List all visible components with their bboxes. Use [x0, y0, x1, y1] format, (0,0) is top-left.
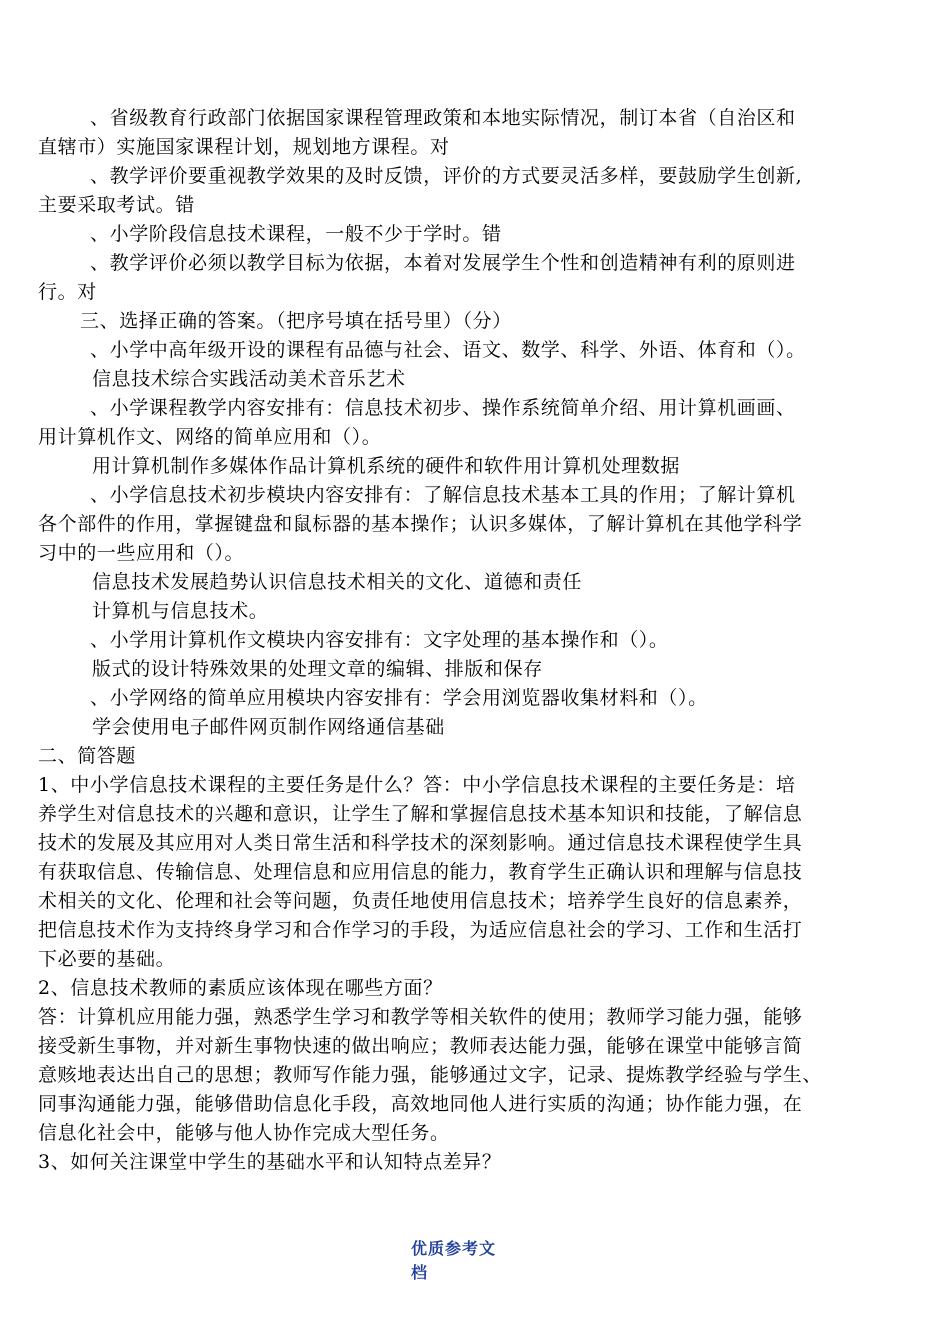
text-line: 、小学信息技术初步模块内容安排有：了解信息技术基本工具的作用；了解计算机 [90, 484, 796, 506]
text-line: 习中的一些应用和（）。 [38, 542, 245, 564]
text-line: 下必要的基础。 [38, 948, 176, 970]
text-line: 技术的发展及其应用对人类日常生活和科学技术的深刻影响。通过信息技术课程使学生具 [38, 832, 803, 854]
section-heading: 二、简答题 [38, 745, 137, 767]
text-line: 行。对 [38, 281, 97, 303]
text-line: 意赅地表达出自己的思想；教师写作能力强，能够通过文字，记录、提炼教学经验与学生、 [38, 1064, 823, 1086]
text-line: 接受新生事物，并对新生事物快速的做出响应；教师表达能力强，能够在课堂中能够言简 [38, 1035, 803, 1057]
text-line: 1、中小学信息技术课程的主要任务是什么？答：中小学信息技术课程的主要任务是：培 [38, 774, 796, 796]
answer-options: 计算机与信息技术。 [92, 600, 269, 622]
text-line: 直辖市）实施国家课程计划，规划地方课程。对 [38, 136, 450, 158]
answer-options: 用计算机制作多媒体作品计算机系统的硬件和软件用计算机处理数据 [92, 455, 681, 477]
text-line: 、教学评价必须以教学目标为依据，本着对发展学生个性和创造精神有利的原则进 [90, 252, 796, 274]
text-line: 各个部件的作用，掌握键盘和鼠标器的基本操作；认识多媒体，了解计算机在其他学科学 [38, 513, 803, 535]
text-line: 、省级教育行政部门依据国家课程管理政策和本地实际情况，制订本省（自治区和 [90, 107, 796, 129]
section-heading: 三、选择正确的答案。（把序号填在括号里）（分） [80, 310, 512, 332]
answer-options: 信息技术综合实践活动美术音乐艺术 [92, 368, 406, 390]
footer-label-line1: 优质参考文 [411, 1239, 497, 1258]
text-line: 有获取信息、传输信息、处理信息和应用信息的能力，教育学生正确认识和理解与信息技 [38, 861, 803, 883]
text-line: 同事沟通能力强，能够借助信息化手段，高效地同他人进行实质的沟通；协作能力强，在 [38, 1093, 803, 1115]
answer-options: 信息技术发展趋势认识信息技术相关的文化、道德和责任 [92, 571, 583, 593]
text-line: 、小学中高年级开设的课程有品德与社会、语文、数学、科学、外语、体育和（）。 [90, 339, 806, 361]
text-line: 答：计算机应用能力强，熟悉学生学习和教学等相关软件的使用；教师学习能力强，能够 [38, 1006, 803, 1028]
text-line: 、小学用计算机作文模块内容安排有：文字处理的基本操作和（）。 [90, 629, 669, 651]
answer-options: 学会使用电子邮件网页制作网络通信基础 [92, 716, 445, 738]
text-line: 、小学课程教学内容安排有：信息技术初步、操作系统简单介绍、用计算机画画、 [90, 397, 796, 419]
text-line: 、小学网络的简单应用模块内容安排有：学会用浏览器收集材料和（）。 [90, 687, 708, 709]
text-line: 用计算机作文、网络的简单应用和（）。 [38, 426, 382, 448]
text-line: 2、信息技术教师的素质应该体现在哪些方面？ [38, 977, 443, 999]
text-line: 养学生对信息技术的兴趣和意识，让学生了解和掌握信息技术基本知识和技能，了解信息 [38, 803, 803, 825]
answer-options: 版式的设计特殊效果的处理文章的编辑、排版和保存 [92, 658, 543, 680]
text-line: 、小学阶段信息技术课程，一般不少于学时。错 [90, 223, 502, 245]
text-line: 术相关的文化、伦理和社会等问题，负责任地使用信息技术；培养学生良好的信息素养， [38, 890, 803, 912]
text-line: 把信息技术作为支持终身学习和合作学习的手段，为适应信息社会的学习、工作和生活打 [38, 919, 803, 941]
text-line: 、教学评价要重视教学效果的及时反馈，评价的方式要灵活多样，要鼓励学生创新, [90, 165, 803, 187]
text-line: 主要采取考试。错 [38, 194, 195, 216]
text-line: 信息化社会中，能够与他人协作完成大型任务。 [38, 1122, 450, 1144]
footer-label-line2: 档 [411, 1263, 429, 1282]
text-line: 3、如何关注课堂中学生的基础水平和认知特点差异？ [38, 1151, 502, 1173]
